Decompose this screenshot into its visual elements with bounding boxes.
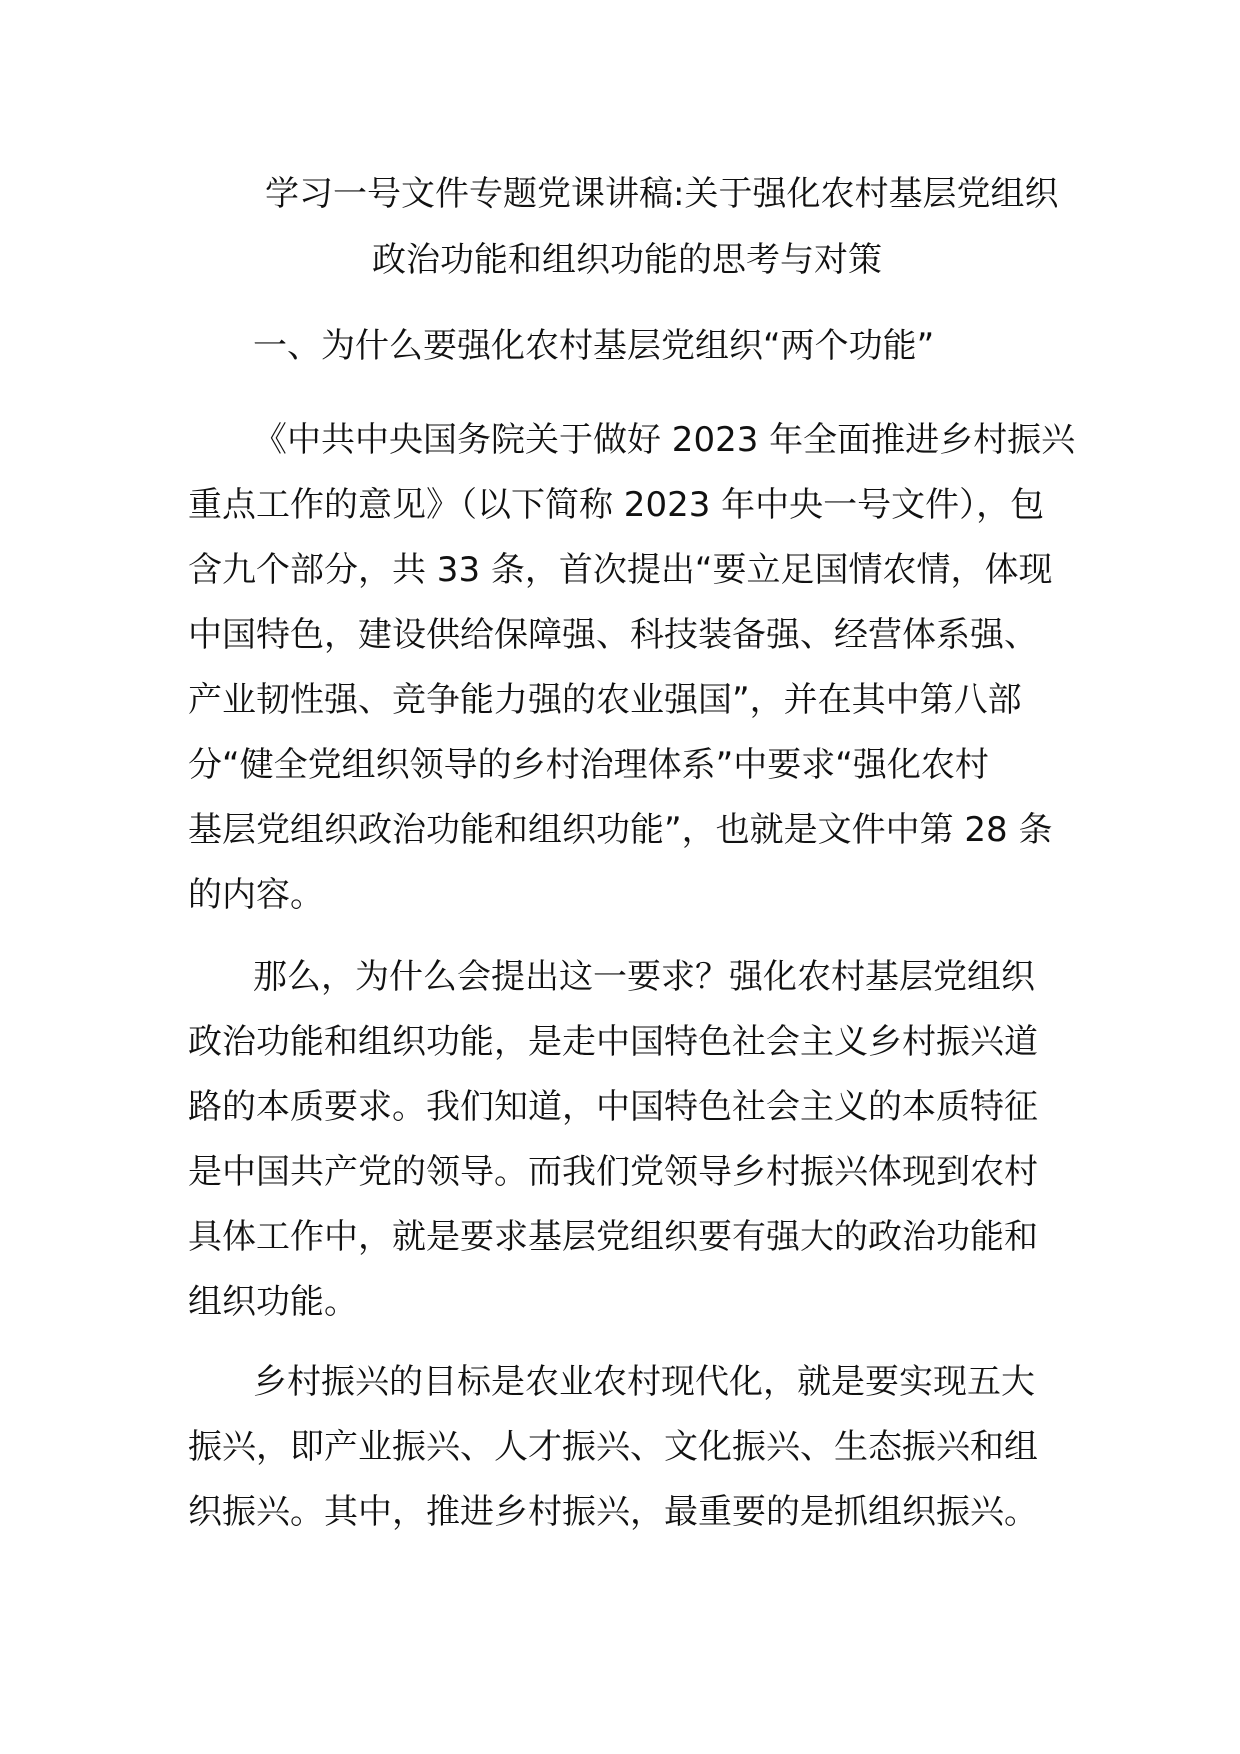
paragraph-line: 路的本质要求。我们知道，中国特色社会主义的本质特征 <box>188 1087 1038 1127</box>
document-title-line-1: 学习一号文件专题党课讲稿:关于强化农村基层党组织 <box>265 174 1059 214</box>
paragraph-line: 乡村振兴的目标是农业农村现代化，就是要实现五大 <box>253 1362 1035 1402</box>
paragraph-line: 织振兴。其中，推进乡村振兴，最重要的是抓组织振兴。 <box>188 1492 1038 1532</box>
paragraph-line: 具体工作中，就是要求基层党组织要有强大的政治功能和 <box>188 1217 1038 1257</box>
paragraph-line: 分“健全党组织领导的乡村治理体系”中要求“强化农村 <box>188 745 989 785</box>
paragraph-line: 中国特色，建设供给保障强、科技装备强、经营体系强、 <box>188 615 1038 655</box>
paragraph-line: 那么，为什么会提出这一要求？强化农村基层党组织 <box>253 957 1035 997</box>
section-heading: 一、为什么要强化农村基层党组织“两个功能” <box>253 326 935 366</box>
paragraph-line: 是中国共产党的领导。而我们党领导乡村振兴体现到农村 <box>188 1152 1038 1192</box>
paragraph-line: 组织功能。 <box>188 1282 358 1322</box>
paragraph-line: 政治功能和组织功能，是走中国特色社会主义乡村振兴道 <box>188 1022 1038 1062</box>
paragraph-line: 的内容。 <box>188 875 324 915</box>
paragraph-line: 重点工作的意见》（以下简称 2023 年中央一号文件），包 <box>188 485 1045 525</box>
paragraph-line: 《中共中央国务院关于做好 2023 年全面推进乡村振兴 <box>253 420 1076 460</box>
paragraph-3 <box>188 1350 1058 1545</box>
document-title-line-2: 政治功能和组织功能的思考与对策 <box>372 240 882 280</box>
paragraph-1 <box>188 408 1076 928</box>
paragraph-line: 振兴，即产业振兴、人才振兴、文化振兴、生态振兴和组 <box>188 1427 1038 1467</box>
paragraph-2 <box>188 945 1058 1335</box>
paragraph-line: 产业韧性强、竞争能力强的农业强国”，并在其中第八部 <box>188 680 1022 720</box>
paragraph-line: 含九个部分，共 33 条，首次提出“要立足国情农情，体现 <box>188 550 1053 590</box>
paragraph-line: 基层党组织政治功能和组织功能”，也就是文件中第 28 条 <box>188 810 1053 850</box>
